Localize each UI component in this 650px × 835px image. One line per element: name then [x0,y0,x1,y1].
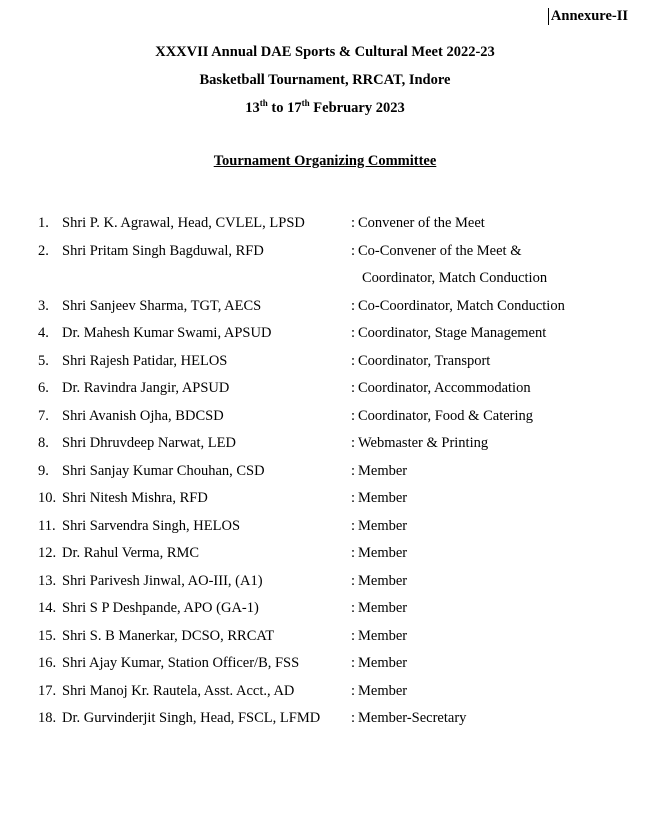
member-colon: : [351,655,356,671]
member-number: 15. [38,627,57,644]
member-role: Member [358,545,408,561]
list-item [0,213,650,241]
member-colon: : [351,490,356,506]
list-item [0,653,650,681]
member-role: Member [358,462,408,479]
tournament-dates [0,94,650,122]
member-number: 4. [38,325,49,341]
member-role: Member [358,490,408,506]
member-name: Shri Avanish Ojha, BDCSD [62,407,224,424]
member-role: Member [358,627,408,644]
member-name: Shri Sarvendra Singh, HELOS [62,517,241,534]
list-item [0,543,650,571]
member-number: 9. [38,462,49,479]
member-colon: : [351,600,356,616]
member-role: Coordinator, Stage Management [358,325,547,341]
member-name: Dr. Ravindra Jangir, APSUD [62,380,230,396]
member-colon: : [351,517,356,534]
list-item [0,351,650,379]
member-role: Co-Convener of the Meet & [358,242,522,259]
member-colon: : [351,627,356,644]
annexure-label: Annexure-II [548,8,628,25]
member-colon: : [351,352,356,369]
date-to: to 17 [267,100,302,116]
member-role: Member [358,517,408,534]
member-colon: : [351,572,356,589]
member-role-continued: Coordinator, Match Conduction [362,270,548,286]
member-number: 13. [38,572,57,589]
list-item [0,708,650,736]
member-role: Coordinator, Transport [358,352,491,369]
member-name: Shri Sanjay Kumar Chouhan, CSD [62,462,265,479]
tournament-title: Basketball Tournament, RRCAT, Indore [199,72,451,88]
member-role: Member-Secretary [358,710,467,726]
date-rest: February 2023 [309,100,405,116]
member-colon: : [351,462,356,479]
member-number: 11. [38,517,56,534]
list-item [0,378,650,406]
member-number: 1. [38,215,49,231]
member-colon: : [351,682,356,699]
member-number: 16. [38,655,57,671]
list-item [0,598,650,626]
member-name: Shri Pritam Singh Bagduwal, RFD [62,242,264,259]
member-role: Member [358,655,408,671]
member-role: Webmaster & Printing [358,435,489,451]
date-end-suffix: th [301,98,310,109]
member-name: Shri Sanjeev Sharma, TGT, AECS [62,297,262,314]
list-item [0,323,650,351]
member-colon: : [351,435,356,451]
member-number: 3. [38,297,49,314]
list-item [0,571,650,599]
date-start-suffix: th [259,98,268,109]
list-item [0,296,650,324]
member-role: Co-Coordinator, Match Conduction [358,297,565,314]
member-name: Dr. Rahul Verma, RMC [62,545,200,561]
member-name: Shri S P Deshpande, APO (GA-1) [62,600,259,616]
member-number: 8. [38,435,49,451]
member-role: Member [358,600,408,616]
meet-title: XXXVII Annual DAE Sports & Cultural Meet 2022-23 [155,44,495,60]
member-colon: : [351,242,356,259]
member-role: Coordinator, Accommodation [358,380,531,396]
member-name: Shri Ajay Kumar, Station Officer/B, FSS [62,655,300,671]
member-colon: : [351,297,356,314]
list-item [0,488,650,516]
member-role: Coordinator, Food & Catering [358,407,534,424]
member-colon: : [351,380,356,396]
member-number: 10. [38,490,57,506]
member-name: Dr. Gurvinderjit Singh, Head, FSCL, LFMD [62,710,321,726]
member-colon: : [351,545,356,561]
member-number: 2. [38,242,49,259]
member-number: 6. [38,380,49,396]
member-number: 18. [38,710,57,726]
list-item [0,516,650,544]
member-number: 14. [38,600,57,616]
member-name: Shri S. B Manerkar, DCSO, RRCAT [62,627,275,644]
list-item [0,681,650,709]
member-colon: : [351,710,356,726]
committee-list [0,213,650,736]
list-item [0,241,650,296]
member-name: Shri Rajesh Patidar, HELOS [62,352,228,369]
member-number: 12. [38,545,57,561]
member-colon: : [351,215,356,231]
date-start: 13 [245,100,260,116]
member-number: 5. [38,352,49,369]
member-number: 17. [38,682,57,699]
list-item [0,406,650,434]
member-number: 7. [38,407,49,424]
member-colon: : [351,407,356,424]
member-name: Shri Dhruvdeep Narwat, LED [62,435,236,451]
member-role: Member [358,572,408,589]
member-name: Shri P. K. Agrawal, Head, CVLEL, LPSD [62,215,305,231]
list-item [0,626,650,654]
member-role: Member [358,682,408,699]
list-item [0,433,650,461]
member-name: Dr. Mahesh Kumar Swami, APSUD [62,325,272,341]
list-item [0,461,650,489]
committee-heading: Tournament Organizing Committee [213,153,437,169]
member-name: Shri Nitesh Mishra, RFD [62,490,208,506]
member-name: Shri Parivesh Jinwal, AO-III, (A1) [62,572,263,589]
member-colon: : [351,325,356,341]
member-name: Shri Manoj Kr. Rautela, Asst. Acct., AD [62,682,295,699]
member-role: Convener of the Meet [358,215,485,231]
document-header [0,38,650,122]
